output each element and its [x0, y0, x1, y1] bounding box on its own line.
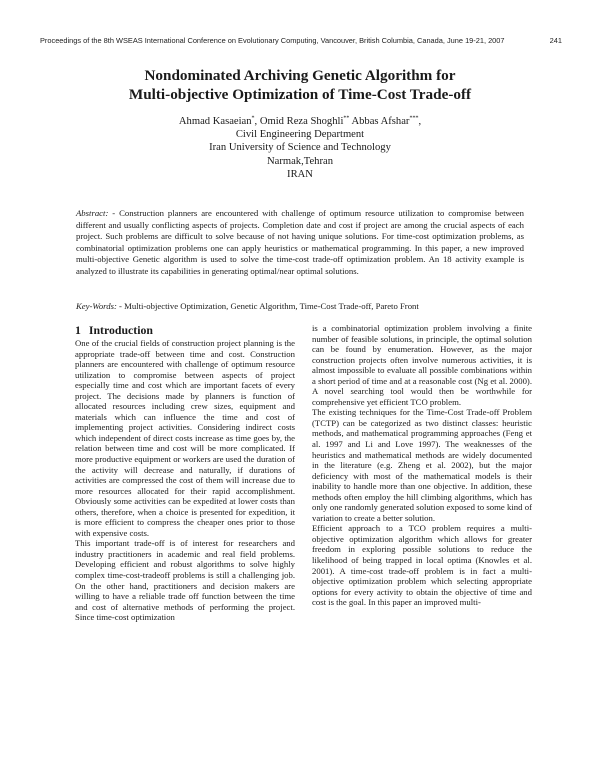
paragraph: This important trade-off is of interest for researchers and industry practitioners in academic and real field problems. Developing efficient and robust algorithms to solve highly complex time-cost-tradeoff problems is still a challenging job. On the other hand, practitioners and decision makers are willing to have a reliable trade off function between the time and cost of alternative methods of performing the project. Since time-cost optimization	[75, 538, 295, 623]
country: IRAN	[287, 168, 313, 180]
section-title: Introduction	[88, 323, 153, 337]
author-2-mark: **	[343, 115, 350, 122]
running-header	[40, 36, 562, 45]
right-column	[312, 323, 532, 608]
abstract-label: Abstract: -	[76, 208, 116, 218]
title-line-2: Multi-objective Optimization of Time-Cost Trade-off	[128, 86, 472, 103]
paragraph: Efficient approach to a TCO problem requires a multi-objective optimization algorithm which allows for greater freedom in exploring possible solutions to reduce the likelihood of being trapped in local optima (Knowles et al. 2001). A time-cost trade-off problem is in fact a multi-objective optimization problem which selecting appropriate options for every activity to obtain the objective of time and cost is the goal. In this paper an improved multi-	[312, 523, 532, 608]
university: Iran University of Science and Technology	[209, 142, 391, 154]
keywords	[76, 301, 524, 313]
title-line-1: Nondominated Archiving Genetic Algorithm for	[144, 67, 456, 84]
paragraph: One of the crucial fields of construction project planning is the appropriate trade-off between time and cost. Construction planners are encountered with challenge of optimum resource utilization to compromise between aspects of project especially time and cost which are important facets of every project. The decisions made by planners is function of allocated resources including crew sizes, equipment and materials which can influence the time and cost of implementing project activities. Considering indirect costs which independent of direct costs increase as time goes by, the relation between time and cost will be more complicated. If more productive equipment or workers are used the duration of the activity will decrease and naturally, if durations of activities are compressed the cost of them will increase due to more resources allocated for their rapid accomplishment. Obviously some activities can be expedited at lower costs than others, therefore, when a choice is presented for expedition, it is more efficient to compress the cheaper ones prior to those with expensive costs.	[75, 338, 295, 538]
section-heading	[75, 323, 295, 337]
author-3: Abbas Afshar	[349, 116, 410, 127]
left-column	[75, 323, 295, 623]
department: Civil Engineering Department	[235, 129, 365, 141]
author-1-mark: *	[251, 115, 255, 122]
paragraph: The existing techniques for the Time-Cost Trade-off Problem (TCTP) can be categorized as two distinct classes: heuristic methods, and mathematical programming approaches (Feng et al. 1997 and Li and Love 1997). The weaknesses of the heuristics and mathematical methods are widely documented in the literature (e.g. Zheng et al. 2002), but the major deficiency with most of the mathematical models is their inability to handle more than one objective. In addition, these methods often employ the hill climbing algorithms, which has only one randomly generated solution exposed to some kind of variation to create a better solution.	[312, 407, 532, 523]
keywords-text: Multi-objective Optimization, Genetic Algorithm, Time-Cost Trade-off, Pareto Front	[124, 301, 419, 311]
author-names	[40, 115, 560, 128]
paper-title	[40, 66, 560, 104]
author-1: Ahmad Kasaeian	[178, 116, 252, 127]
page-number: 241	[549, 36, 562, 45]
abstract-text: Construction planners are encountered with challenge of optimum resource utilization to compromise between different and usually conflicting aspects of projects. Completion date and cost if project are among the crucial aspects of each project. Such problems are difficult to solve because of not having unique solutions. For time-cost optimization problems, as combinatorial optimization problems one can apply heuristics or mathematical programming. In this paper, a new improved multi-objective Genetic algorithm is used to solve the time-cost trade-off optimization problem. An 18 activity example is analyzed to illustrate its capabilities in generating optimal/near optimal solutions.	[76, 208, 525, 276]
author-block	[40, 115, 560, 181]
author-2: , Omid Reza Shoghli	[254, 116, 344, 127]
author-tail: ,	[418, 116, 422, 127]
section-number: 1	[75, 323, 81, 337]
keywords-label: Key-Words: -	[76, 301, 122, 311]
running-head-text: Proceedings of the 8th WSEAS International Conference on Evolutionary Computing, Vancouver, British Columbia, Canada, June 19-21, 2007	[40, 36, 505, 45]
city: Narmak,Tehran	[266, 155, 334, 167]
abstract	[76, 208, 524, 277]
paragraph: is a combinatorial optimization problem involving a finite number of feasible solutions, in principle, the optimal solution can be found by enumeration. However, as the major construction projects often involve numerous activities, it is almost impossible to evaluate all possible combinations within a short period of time and at a reasonable cost (Ng et al. 2000). A novel searching tool would then be worthwhile for comprehensive yet efficient TCO problem.	[312, 323, 532, 407]
author-3-mark: ***	[409, 115, 419, 122]
